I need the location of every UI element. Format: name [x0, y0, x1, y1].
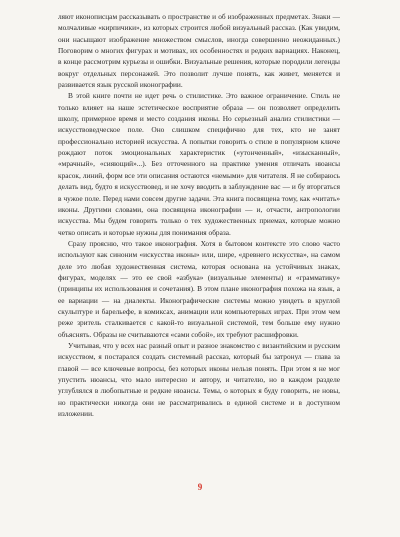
body-text [58, 11, 340, 419]
paragraph: ляют иконописцам рассказывать о пространстве и об изображенных предметах. Знаки — молчаливые «кирпичики», из которых строится любой визуальный рассказ. (Как увидим, они насыщают изображение множеством смыслов, иногда совершенно неожиданных.) Поговорим о многих фигурах и мотивах, их особенностях и редких вариациях. Наконец, в конце рассмотрим курьезы и ошибки. Визуальные решения, которые породили легенды вокруг отдельных персонажей. Это позволит лучше понять, как живет, меняется и развивается язык русской иконографии. [58, 12, 340, 90]
page-number: 9 [197, 482, 203, 492]
paragraph: В этой книге почти не идет речь о стилистике. Это важное ограничение. Стиль не только влияет на наше эстетическое восприятие образа — он позволяет определить школу, примерное время и место создания иконы. Но серьезный анализ стилистики — искусствоведческое поле. Оно слишком специфично для тех, кто не занят профессионально историей искусства. А попытки говорить о стиле в популярном ключе рождают поток эмоциональных характеристик («утонченный», «изысканный», «мрачный», «сияющий»...). Без отточенного на практике умения отличать нюансы красок, линий, форм все эти описания остаются «немыми» для читателя. Я не собираюсь делать вид, будто я искусствовед, и не хочу вводить в заблуждение вас — и бу вторгаться в чужое поле. Перед нами совсем другие задачи. Эта книга посвящена тому, как «читать» иконы. Другими словами, она посвящена иконографии — и, отчасти, антропологии искусства. Мы будем говорить только о тех художественных приемах, которые можно четко описать и которые нужны для понимания образа. [58, 91, 340, 237]
paragraph: Учитывая, что у всех нас разный опыт и разное знакомство с византийским и русским искусством, я постарался создать системный рассказ, который бы затронул — глава за главой — все ключевые вопросы, без которых иконы нельзя понять. При этом я не мог упустить нюансы, что мало интересно и автору, и читателю, но в каждом разделе углублялся в любопытные и редкие нюансы. Темы, о которых я буду говорить, не новы, но практически никогда они не рассматривались в единой системе и в доступном изложении. [58, 340, 340, 419]
paragraph: Сразу проясню, что такое иконография. Хотя в бытовом контексте это слово часто используют как синоним «искусства иконы» или, шире, «древнего искусства», на самом деле это любая художественная система, которая основана на устойчивых знаках, фигурах, моделях — это ее свой «азбука» (визуальные элементы) и «грамматику» (принципы их использования и сочетания). В этом плане иконография похожа на язык, а ее вариации — на диалекты. Иконографические системы можно увидеть в круглой скульптуре и барельефе, в комиксах, анимации или компьютерных играх. При этом чем реже зритель сталкивается с какой-то визуальной системой, тем больше ему нужно объяснять. Образы не считываются «сами собой», их требуют расшифровки. [58, 238, 340, 339]
